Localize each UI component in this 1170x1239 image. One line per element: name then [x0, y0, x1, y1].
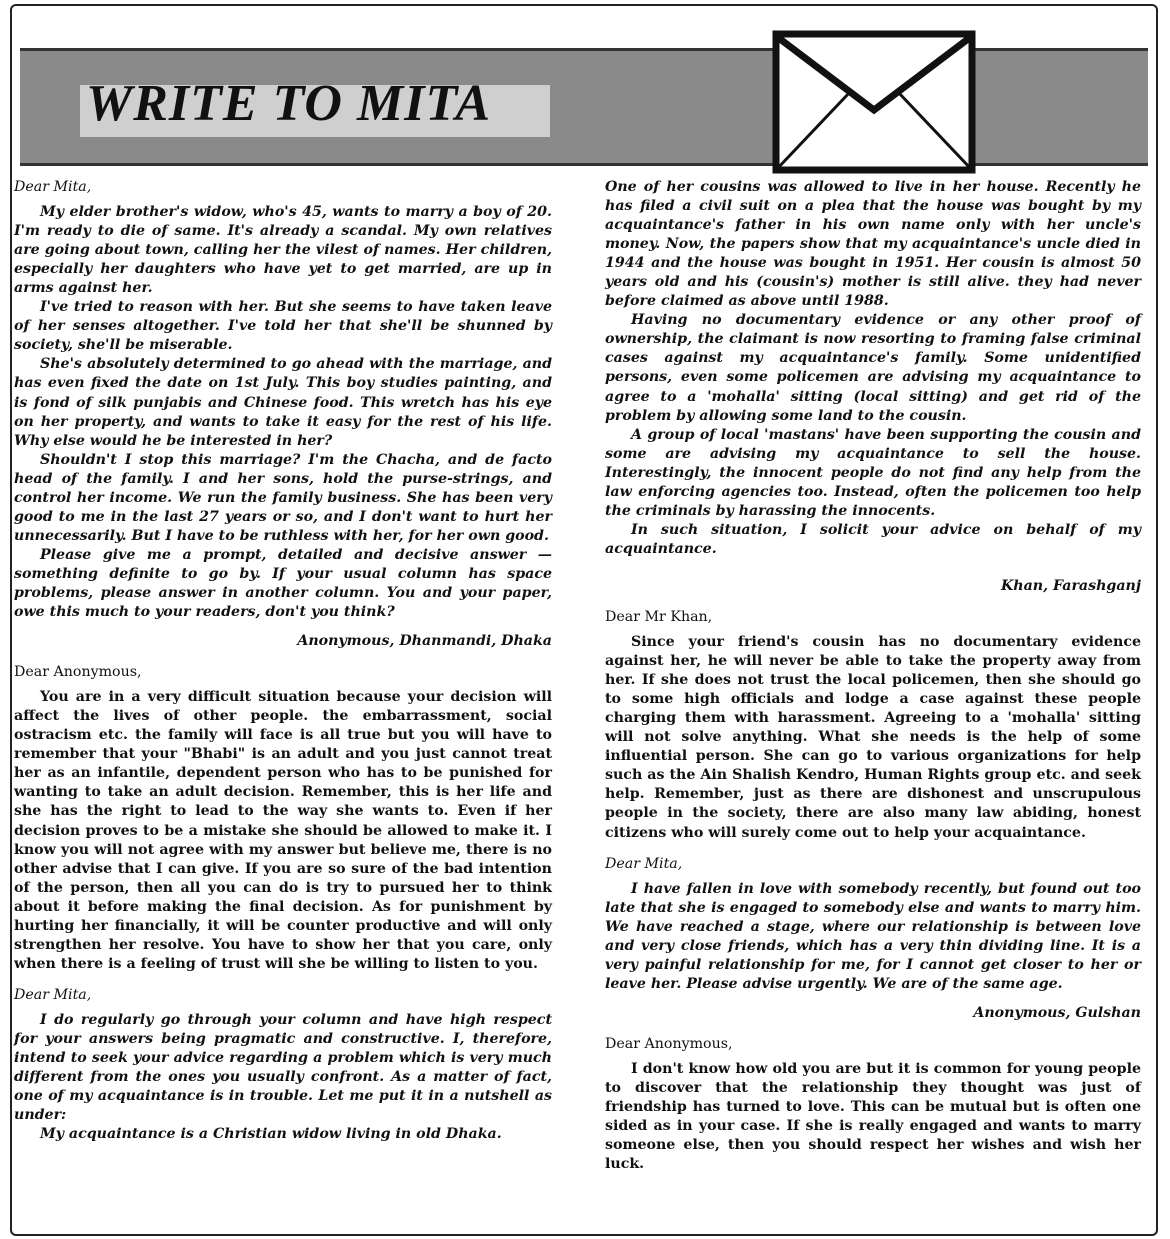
- envelope-icon: [770, 28, 980, 178]
- letter-1-salutation: Dear Mita,: [14, 179, 92, 195]
- letter-2-paragraph: I do regularly go through your column and have high respect for your answers being pragmatic and constructive. I, therefore, intend to seek your advice regarding a problem which is very much different from the ones you usually confront. As a matter of fact, one of my acquaintance is in trouble. Let me put it in a nutshell as under:: [14, 1011, 552, 1124]
- reply-2-paragraph: Since your friend's cousin has no documentary evidence against her, he will never be able to take the property away from her. If she does not trust the local policemen, then she should go to some high officials and lodge a case against these people charging them with harassment. Agreeing to a 'mohalla' sitting will not solve anything. What she needs is the help of some influential person. She can go to various organizations for help such as the Ain Shalish Kendro, Human Rights group etc. and seek help. Remember, just as there are dishonest and unscrupulous people in the society, there are also many law abiding, honest citizens who will surely come out to help your acquaintance.: [605, 634, 1141, 841]
- letter-3-signature: Anonymous, Gulshan: [973, 1004, 1141, 1021]
- letter-1-paragraph: Please give me a prompt, detailed and decisive answer — something definite to go by. If your usual column has space problems, please answer in another column. You and your paper, owe this much to your readers, don't you think?: [14, 546, 552, 621]
- letter-2: [14, 986, 552, 1144]
- letter-2-paragraph: My acquaintance is a Christian widow living in old Dhaka.: [40, 1126, 502, 1143]
- right-column: [605, 178, 1141, 1174]
- letter-2-paragraph: One of her cousins was allowed to live in her house. Recently he has filed a civil suit on a plea that the house was bought by my acquaintance's father in his own name only with her uncle's money. Now, the papers show that my acquaintance's uncle died in 1944 and the house was bought in 1951. Her cousin is almost 50 years old and his (cousin's) mother is still alive. they had never before claimed as above until 1988.: [605, 179, 1141, 310]
- reply-1: [14, 663, 552, 974]
- letter-1-signature: Anonymous, Dhanmandi, Dhaka: [297, 633, 552, 650]
- letter-1-paragraph: She's absolutely determined to go ahead with the marriage, and has even fixed the date on 1st July. This boy studies painting, and is fond of silk punjabis and Chinese food. This wretch has his eye on her property, and wants to take it easy for the rest of his life. Why else would he be interested in her?: [14, 356, 552, 449]
- reply-3: [605, 1035, 1141, 1174]
- letter-2-signature: Khan, Farashganj: [1000, 577, 1141, 594]
- letter-1-paragraph: Shouldn't I stop this marriage? I'm the Chacha, and de facto head of the family. I and her sons, hold the purse-strings, and control her income. We run the family business. She has been very good to me in the last 27 years or so, and I don't want to hurt her unnecessarily. But I have to be ruthless with her, for her own good.: [14, 451, 552, 544]
- letter-1-paragraph: I've tried to reason with her. But she seems to have taken leave of her senses altogether. I've told her that she'll be shunned by society, she'll be miserable.: [14, 299, 552, 354]
- letter-3-salutation: Dear Mita,: [605, 855, 683, 872]
- page-title: WRITE TO MITA: [86, 75, 492, 132]
- reply-3-salutation: Dear Anonymous,: [605, 1035, 733, 1052]
- letter-2-continued: [605, 178, 1141, 596]
- left-column: [14, 178, 552, 1144]
- letter-2-paragraph: Having no documentary evidence or any other proof of ownership, the claimant is now resorting to framing false criminal cases against my acquaintance's family. Some unidentified persons, even some policemen are advising my acquaintance to agree to a 'mohalla' sitting (local sitting) and get rid of the problem by allowing some land to the cousin.: [605, 312, 1141, 424]
- reply-1-salutation: Dear Anonymous,: [14, 664, 142, 681]
- reply-2-salutation: Dear Mr Khan,: [605, 608, 713, 625]
- letter-2-paragraph: In such situation, I solicit your advice on behalf of my acquaintance.: [605, 521, 1141, 557]
- letter-1: [14, 178, 552, 651]
- letter-2-paragraph: A group of local 'mastans' have been supporting the cousin and some are advising my acquaintance to sell the house. Interestingly, the innocent people do not find any help from the law enforcing agencies too. Instead, often the policemen too help the criminals by harassing the innocents.: [605, 426, 1141, 519]
- letter-1-paragraph: My elder brother's widow, who's 45, wants to marry a boy of 20. I'm ready to die of same. It's already a scandal. My own relatives are going about town, calling her the vilest of names. Her children, especially her daughters who have yet to get married, are up in arms against her.: [14, 204, 552, 297]
- letter-3: [605, 855, 1141, 1023]
- reply-3-paragraph: I don't know how old you are but it is common for young people to discover that the relationship they thought was just of friendship has turned to love. This can be mutual but is often one sided as in your case. If she is really engaged and wants to marry someone else, then you should respect her wishes and wish her luck.: [605, 1060, 1141, 1173]
- letter-3-paragraph: I have fallen in love with somebody recently, but found out too late that she is engaged to somebody else and wants to marry him. We have reached a stage, where our relationship is between love and very close friends, which has a very thin dividing line. It is a very painful relationship for me, for I cannot get closer to her or leave her. Please advise urgently. We are of the same age.: [605, 880, 1141, 992]
- letter-2-salutation: Dear Mita,: [14, 986, 92, 1003]
- reply-1-paragraph: You are in a very difficult situation because your decision will affect the lives of other people. the embarrassment, social ostracism etc. the family will face is all true but you will have to remember that your "Bhabi" is an adult and you just cannot treat her as an infantile, dependent person who has to be punished for wanting to take an adult decision. Remember, this is her life and she has the right to lead to the way she wants to. Even if her decision proves to be a mistake she should be allowed to make it. I know you will not agree with my answer but believe me, there is no other advise that I can give. If you are so sure of the bad intention of the person, then all you can do is try to pursued her to think about it before making the final decision. As for punishment by hurting her financially, it will be counter productive and will only strengthen her resolve. You have to show her that you care, only when there is a feeling of trust will she be willing to listen to you.: [14, 689, 552, 972]
- reply-2: [605, 608, 1141, 843]
